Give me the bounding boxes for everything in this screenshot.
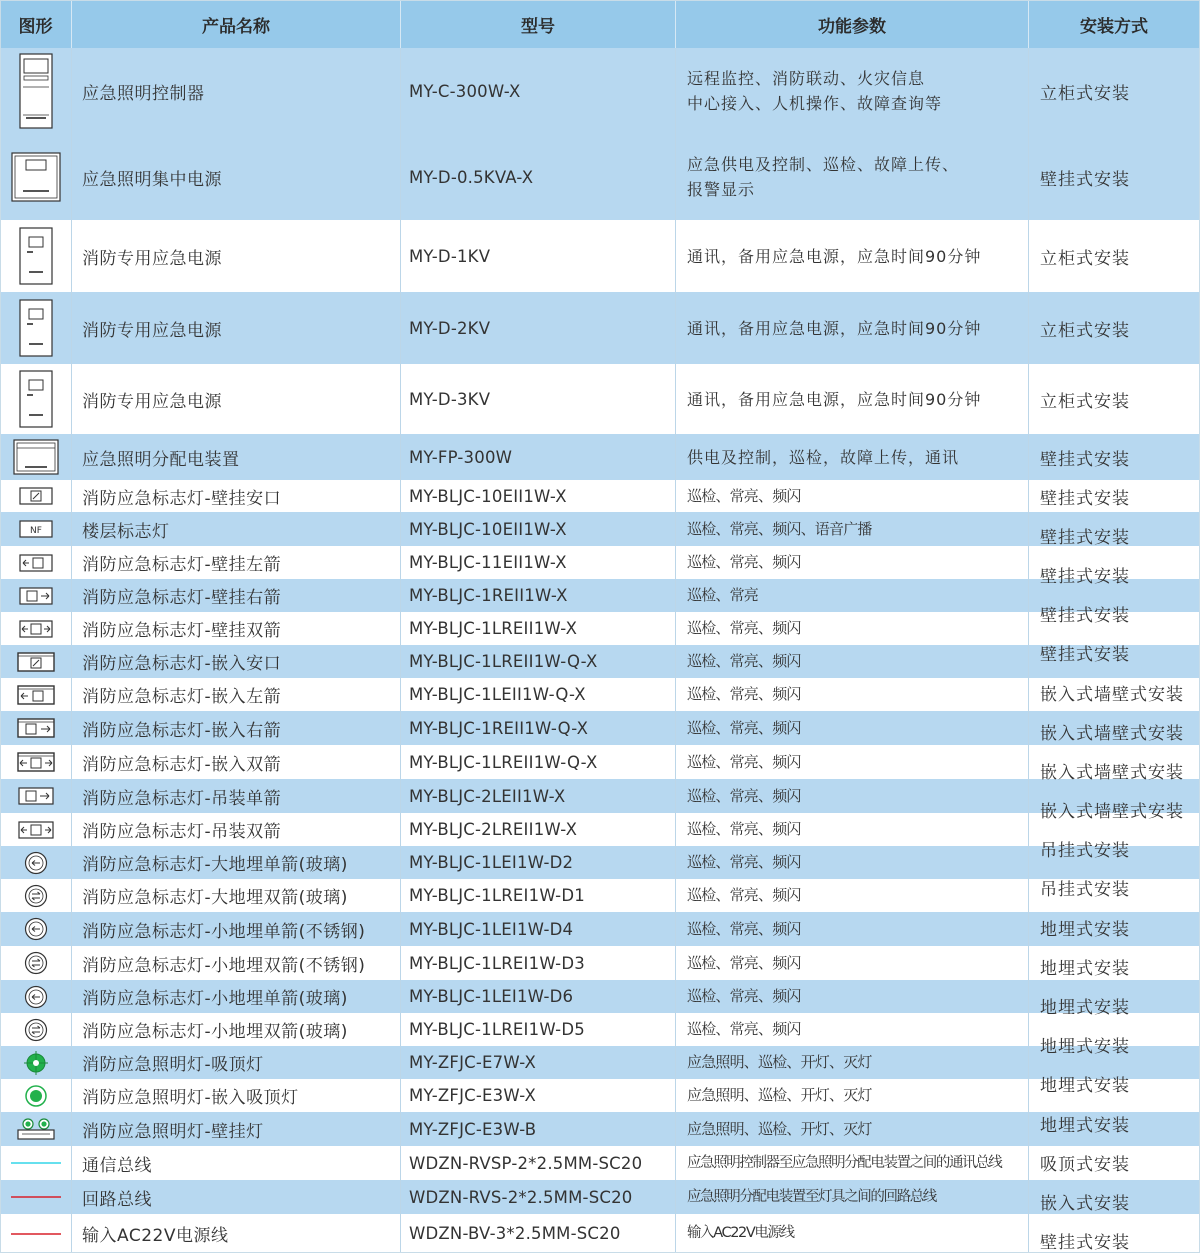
ground-double-arrow-icon: [24, 951, 48, 975]
table-row: [0, 1046, 1200, 1079]
product-name: 消防应急标志灯-小地埋双箭(不锈钢): [82, 955, 366, 976]
product-name: 输入AC22V电源线: [82, 1226, 229, 1246]
product-model: MY-D-2KV: [409, 318, 491, 338]
table-row: [0, 946, 1200, 980]
func-line: 巡检、常亮、频闪: [687, 886, 801, 904]
func-line: 报警显示: [687, 180, 756, 199]
product-name: 消防专用应急电源: [82, 391, 222, 412]
product-name: 消防应急标志灯-小地埋单箭(玻璃): [82, 989, 348, 1009]
func-line: 远程监控、消防联动、火灾信息: [687, 69, 926, 88]
product-name: 消防应急标志灯-大地埋单箭(玻璃): [82, 855, 348, 875]
product-name: 消防应急标志灯-嵌入双箭: [82, 754, 282, 775]
product-name: 应急照明分配电装置: [82, 449, 240, 470]
product-model: MY-D-1KV: [409, 246, 491, 266]
func-line: 供电及控制，巡检，故障上传，通讯: [687, 447, 960, 467]
func-line: 巡检、常亮、频闪: [687, 652, 801, 670]
product-model: MY-BLJC-1LEI1W-D2: [409, 853, 574, 872]
table-row: [0, 480, 1200, 512]
func-line: 巡检、常亮、频闪: [687, 987, 801, 1005]
install-method: 地埋式安装: [1040, 1037, 1130, 1057]
product-model: MY-BLJC-1LEI1W-D6: [409, 987, 574, 1006]
ground-double-arrow-icon: [24, 1018, 48, 1042]
header-func: 功能参数: [676, 0, 1029, 48]
embedded-ceiling-light-icon: [23, 1083, 49, 1109]
func-line: 通讯，备用应急电源，应急时间90分钟: [687, 246, 982, 266]
install-method: 嵌入式墙壁式安装: [1040, 724, 1184, 744]
product-name: 消防应急标志灯-吊装单箭: [82, 788, 282, 809]
func-line: 巡检、常亮、频闪: [687, 786, 801, 805]
install-method: 地埋式安装: [1040, 959, 1130, 979]
exit-sign-wall-icon: [19, 487, 53, 505]
table-row: [0, 711, 1200, 745]
install-method: 壁挂式安装: [1040, 449, 1130, 470]
product-name: 消防应急标志灯-壁挂左箭: [82, 555, 282, 575]
product-name: 通信总线: [82, 1155, 152, 1176]
table-row: [0, 980, 1200, 1013]
table-row: [0, 1180, 1200, 1214]
install-method: 壁挂式安装: [1040, 488, 1130, 509]
product-model: MY-BLJC-11EII1W-X: [409, 553, 567, 572]
header-model: 型号: [401, 0, 676, 48]
left-arrow-sign-icon: [19, 554, 53, 572]
table-row: [0, 846, 1200, 879]
func-line: 中心接入、人机操作、故障查询等: [687, 94, 943, 113]
fire-power-supply-icon: [19, 227, 53, 285]
func-line: 巡检、常亮、频闪: [687, 486, 801, 505]
product-model: MY-BLJC-10EII1W-X: [409, 519, 567, 539]
svg-text:NF: NF: [29, 526, 42, 536]
table-row: [0, 546, 1200, 579]
product-name: 回路总线: [82, 1189, 152, 1210]
product-model: MY-BLJC-2LREII1W-X: [409, 820, 578, 839]
func-line: 巡检、常亮、频闪: [687, 619, 801, 637]
double-arrow-embedded-icon: [17, 752, 55, 772]
product-model: MY-ZFJC-E7W-X: [409, 1053, 537, 1072]
table-row: [0, 779, 1200, 813]
central-power-icon: [11, 152, 61, 202]
table-header: [0, 0, 1200, 48]
product-name: 消防专用应急电源: [82, 248, 222, 269]
controller-cabinet-icon: [19, 53, 53, 129]
func-line: 通讯，备用应急电源，应急时间90分钟: [687, 389, 982, 409]
ceiling-light-icon: [23, 1050, 49, 1076]
func-line: 巡检、常亮: [687, 586, 759, 604]
product-model: WDZN-BV-3*2.5MM-SC20: [409, 1224, 621, 1243]
product-model: MY-C-300W-X: [409, 81, 521, 101]
product-model: MY-BLJC-1LREI1W-D3: [409, 953, 585, 973]
product-name: 消防专用应急电源: [82, 320, 222, 341]
install-method: 吸顶式安装: [1040, 1155, 1130, 1175]
right-arrow-embedded-icon: [17, 718, 55, 738]
func-line: 巡检、常亮、频闪: [687, 752, 801, 771]
install-method: 立柜式安装: [1040, 83, 1130, 104]
product-name: 消防应急标志灯-嵌入右箭: [82, 720, 282, 741]
func-line: 巡检、常亮、频闪: [687, 919, 801, 938]
product-model: MY-BLJC-1REII1W-Q-X: [409, 718, 589, 738]
distribution-device-icon: [13, 439, 59, 475]
func-line: 巡检、常亮、频闪、语音广播: [687, 519, 872, 538]
install-method: 地埋式安装: [1040, 998, 1130, 1018]
table-row: [0, 579, 1200, 612]
product-name: 应急照明集中电源: [82, 169, 222, 190]
double-arrow-sign-icon: [19, 620, 53, 638]
func-line: 应急照明控制器至应急照明分配电装置之间的通讯总线: [687, 1154, 1002, 1171]
wall-lamp-icon: [16, 1117, 56, 1141]
table-row: [0, 1112, 1200, 1146]
table-row: [0, 134, 1200, 220]
table-row: [0, 434, 1200, 480]
ground-single-arrow-icon: [24, 851, 48, 875]
product-model: MY-BLJC-1LREII1W-X: [409, 619, 578, 638]
table-row: [0, 678, 1200, 711]
table-row: [0, 813, 1200, 846]
product-model: MY-BLJC-1LREI1W-D5: [409, 1020, 585, 1039]
func-line: 巡检、常亮、频闪: [687, 1020, 801, 1038]
ground-double-arrow-icon: [24, 884, 48, 908]
table-row: [0, 645, 1200, 678]
table-row: [0, 364, 1200, 434]
product-model: WDZN-RVSP-2*2.5MM-SC20: [409, 1153, 643, 1173]
product-name: 消防应急照明灯-壁挂灯: [82, 1121, 264, 1142]
fire-power-supply-icon: [19, 299, 53, 357]
product-name: 消防应急标志灯-小地埋单箭(不锈钢): [82, 921, 366, 942]
install-method: 立柜式安装: [1040, 248, 1130, 269]
install-method: 壁挂式安装: [1040, 169, 1130, 190]
product-model: MY-FP-300W: [409, 447, 513, 467]
product-model: MY-BLJC-1LREI1W-D1: [409, 886, 585, 905]
func-line: 巡检、常亮、频闪: [687, 853, 801, 871]
install-method: 壁挂式安装: [1040, 1233, 1130, 1253]
header-install: 安装方式: [1029, 0, 1200, 48]
install-method: 嵌入式墙壁式安装: [1040, 685, 1184, 705]
func-line: 巡检、常亮、频闪: [687, 685, 801, 703]
product-model: MY-BLJC-1LREII1W-Q-X: [409, 652, 598, 671]
product-name: 应急照明控制器: [82, 83, 205, 104]
red-line-icon: [11, 1231, 61, 1237]
product-name: 消防应急标志灯-壁挂双箭: [82, 621, 282, 641]
table-row: [0, 612, 1200, 645]
table-row: [0, 1214, 1200, 1253]
func-line: 应急供电及控制、巡检、故障上传、: [687, 155, 960, 174]
product-model: MY-BLJC-10EII1W-X: [409, 486, 567, 506]
product-name: 消防应急标志灯-大地埋双箭(玻璃): [82, 888, 348, 908]
product-name: 消防应急标志灯-小地埋双箭(玻璃): [82, 1022, 348, 1042]
product-model: MY-D-3KV: [409, 389, 491, 409]
install-method: 立柜式安装: [1040, 320, 1130, 341]
install-method: 吊挂式安装: [1040, 841, 1130, 861]
func-line: 应急照明、巡检、开灯、灭灯: [687, 1086, 872, 1104]
func-line: 通讯，备用应急电源，应急时间90分钟: [687, 318, 982, 338]
table-row: [0, 879, 1200, 912]
exit-sign-embedded-icon: [17, 652, 55, 672]
product-name: 消防应急标志灯-壁挂右箭: [82, 588, 282, 608]
product-name: 消防应急照明灯-吸顶灯: [82, 1055, 264, 1075]
product-name: 消防应急照明灯-嵌入吸顶灯: [82, 1088, 299, 1108]
table-row: [0, 1013, 1200, 1046]
product-model: MY-ZFJC-E3W-X: [409, 1086, 537, 1105]
func-line: 巡检、常亮、频闪: [687, 953, 801, 972]
install-method: 壁挂式安装: [1040, 645, 1130, 665]
table-row: [0, 292, 1200, 364]
install-method: 地埋式安装: [1040, 1076, 1130, 1096]
install-method: 嵌入式墙壁式安装: [1040, 802, 1184, 822]
table-row: [0, 48, 1200, 134]
func-line: 应急照明分配电装置至灯具之间的回路总线: [687, 1188, 936, 1205]
product-name: 消防应急标志灯-嵌入左箭: [82, 687, 282, 707]
right-arrow-sign-icon: [19, 587, 53, 605]
fire-power-supply-icon: [19, 370, 53, 428]
install-method: 吊挂式安装: [1040, 880, 1130, 900]
product-name: 消防应急标志灯-嵌入安口: [82, 654, 282, 674]
table-row: [0, 1146, 1200, 1180]
cyan-line-icon: [11, 1160, 61, 1166]
product-model: MY-ZFJC-E3W-B: [409, 1119, 537, 1139]
table-row: [0, 745, 1200, 779]
table-row: [0, 512, 1200, 546]
func-line: 输入AC22V电源线: [687, 1225, 794, 1241]
install-method: 嵌入式墙壁式安装: [1040, 763, 1184, 783]
func-line: 应急照明、巡检、开灯、灭灯: [687, 1119, 872, 1138]
product-model: WDZN-RVS-2*2.5MM-SC20: [409, 1187, 633, 1207]
product-name: 消防应急标志灯-壁挂安口: [82, 488, 282, 509]
ground-single-arrow-icon: [24, 917, 48, 941]
product-name: 消防应急标志灯-吊装双箭: [82, 822, 282, 842]
func-line: 巡检、常亮、频闪: [687, 718, 801, 737]
table-row: [0, 220, 1200, 292]
product-model: MY-BLJC-1REII1W-X: [409, 586, 568, 605]
install-method: 壁挂式安装: [1040, 528, 1130, 548]
func-line: 巡检、常亮、频闪: [687, 553, 801, 571]
install-method: 壁挂式安装: [1040, 606, 1130, 626]
install-method: 嵌入式安装: [1040, 1194, 1130, 1214]
product-model: MY-BLJC-1LEII1W-Q-X: [409, 685, 586, 704]
func-line: 巡检、常亮、频闪: [687, 820, 801, 838]
floor-sign-icon: [19, 520, 53, 538]
hanging-double-arrow-icon: [18, 821, 54, 839]
install-method: 地埋式安装: [1040, 920, 1130, 940]
table-row: [0, 912, 1200, 946]
header-icon: 图形: [0, 0, 72, 48]
header-name: 产品名称: [72, 0, 401, 48]
product-model: MY-D-0.5KVA-X: [409, 167, 534, 187]
product-name: 楼层标志灯: [82, 521, 170, 542]
func-line: 应急照明、巡检、开灯、灭灯: [687, 1053, 872, 1071]
table-row: [0, 1079, 1200, 1112]
product-model: MY-BLJC-1LREII1W-Q-X: [409, 752, 598, 772]
install-method: 立柜式安装: [1040, 391, 1130, 412]
product-model: MY-BLJC-2LEII1W-X: [409, 786, 566, 806]
hanging-single-arrow-icon: [18, 787, 54, 805]
left-arrow-embedded-icon: [17, 685, 55, 705]
install-method: 地埋式安装: [1040, 1116, 1130, 1136]
product-model: MY-BLJC-1LEI1W-D4: [409, 919, 574, 939]
install-method: 壁挂式安装: [1040, 567, 1130, 587]
ground-single-arrow-icon: [24, 985, 48, 1009]
red-line-icon: [11, 1194, 61, 1200]
